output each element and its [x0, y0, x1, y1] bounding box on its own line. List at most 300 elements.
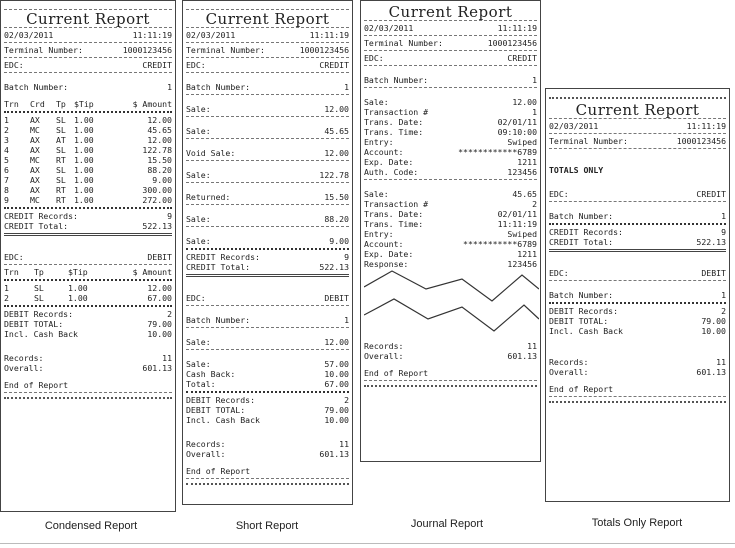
label: Entry:: [364, 137, 394, 147]
table-cell: AX: [30, 115, 40, 125]
label: Sale:: [364, 189, 389, 199]
credit-total-row: [4, 221, 172, 231]
value: 57.00: [324, 359, 349, 369]
value: 15.50: [324, 192, 349, 202]
table-cell: AT: [56, 135, 66, 145]
report-title: Current Report: [575, 101, 700, 119]
label: Trans. Date:: [364, 117, 424, 127]
divider: [364, 179, 537, 180]
table-cell: 1.00: [74, 155, 94, 165]
batch-label: Batch Number:: [186, 82, 251, 92]
value: 601.13: [142, 363, 172, 373]
debit-total-row: [4, 319, 172, 329]
overall-row: [4, 363, 172, 373]
label: Sale:: [186, 104, 211, 114]
batch-row: [549, 211, 726, 221]
table-cell: 8: [4, 185, 9, 195]
divider: [186, 478, 349, 479]
table-row: [4, 125, 172, 135]
divider: [549, 201, 726, 202]
table-cell: AX: [30, 145, 40, 155]
divider: [364, 385, 537, 387]
detail-row: [364, 137, 537, 147]
end-of-report: End of Report: [549, 384, 614, 394]
table-cell: 1.00: [74, 165, 94, 175]
value: 123456: [507, 167, 537, 177]
list-item: [186, 104, 349, 114]
value: 2: [721, 306, 726, 316]
terminal-label: Terminal Number:: [186, 45, 265, 55]
records-row: [364, 341, 537, 351]
value: 11: [162, 353, 172, 363]
value: 123456: [507, 259, 537, 269]
cash-back-row: [4, 329, 172, 339]
label: Trans. Time:: [364, 219, 424, 229]
value: 12.00: [512, 97, 537, 107]
label: Trans. Time:: [364, 127, 424, 137]
edc-value: CREDIT: [696, 189, 726, 199]
edc-row: [364, 53, 537, 63]
divider: [549, 148, 726, 149]
table-row: [4, 155, 172, 165]
value: ************6789: [458, 147, 537, 157]
divider: [549, 249, 726, 252]
divider: [4, 233, 172, 236]
detail-row: [364, 199, 537, 209]
debit-total-row: [549, 316, 726, 326]
table-cell: 1.00: [74, 195, 94, 205]
value: 45.65: [512, 189, 537, 199]
debit-records-row: [186, 395, 349, 405]
divider: [4, 42, 172, 43]
label: Overall:: [364, 351, 404, 361]
divider: [549, 280, 726, 281]
value: 11:11:19: [497, 219, 537, 229]
table-cell: AX: [30, 165, 40, 175]
table-cell: 7: [4, 175, 9, 185]
debit-total-row: [186, 405, 349, 415]
label: Returned:: [186, 192, 231, 202]
detail-row: [364, 189, 537, 199]
value: 02/01/11: [497, 117, 537, 127]
debit-sale-row: [186, 359, 349, 369]
label: DEBIT TOTAL:: [186, 405, 246, 415]
label: Incl. Cash Back: [186, 415, 260, 425]
divider: [186, 204, 349, 205]
divider: [186, 94, 349, 95]
batch-number: 1: [721, 290, 726, 300]
date: 02/03/2011: [549, 121, 599, 131]
table-cell: 4: [4, 145, 9, 155]
label: Entry:: [364, 229, 394, 239]
divider: [549, 401, 726, 403]
credit-records-row: [4, 211, 172, 221]
credit-total-row: [186, 262, 349, 272]
batch-label: Batch Number:: [364, 75, 429, 85]
table-cell: 9.00: [152, 175, 172, 185]
divider: [186, 42, 349, 43]
value: 1211: [517, 249, 537, 259]
divider: [186, 327, 349, 328]
label: Transaction #: [364, 107, 429, 117]
label: Trans. Date:: [364, 209, 424, 219]
table-cell: 15.50: [147, 155, 172, 165]
divider: [4, 57, 172, 58]
label: Exp. Date:: [364, 249, 414, 259]
detail-row: [364, 167, 537, 177]
divider: [549, 396, 726, 397]
date: 02/03/2011: [186, 30, 236, 40]
value: 11: [339, 439, 349, 449]
value: 11: [527, 341, 537, 351]
date-time-row: [364, 23, 537, 33]
value: 12.00: [324, 104, 349, 114]
divider: [364, 87, 537, 88]
batch-row: [549, 290, 726, 300]
label: Sale:: [186, 236, 211, 246]
table-cell: 45.65: [147, 125, 172, 135]
value: 522.13: [696, 237, 726, 247]
table-cell: 1: [4, 283, 9, 293]
col-header: $ Amount: [132, 267, 172, 277]
label: Overall:: [4, 363, 44, 373]
overall-row: [186, 449, 349, 459]
detail-row: [364, 97, 537, 107]
value: 88.20: [324, 214, 349, 224]
time: 11:11:19: [309, 30, 349, 40]
totals-only-label: TOTALS ONLY: [549, 165, 604, 175]
value: 10.00: [147, 329, 172, 339]
divider: [4, 279, 172, 281]
table-cell: 12.00: [147, 135, 172, 145]
edc-value: DEBIT: [324, 293, 349, 303]
table-cell: AX: [30, 135, 40, 145]
label: Sale:: [186, 337, 211, 347]
credit-table-header: [4, 99, 172, 109]
value: 10.00: [701, 326, 726, 336]
detail-row: [364, 127, 537, 137]
table-cell: MC: [30, 155, 40, 165]
value: 79.00: [324, 405, 349, 415]
edc-label: EDC:: [549, 189, 569, 199]
debit-sale-row: [186, 337, 349, 347]
label: DEBIT TOTAL:: [549, 316, 609, 326]
batch-label: Batch Number:: [4, 82, 69, 92]
table-cell: 67.00: [147, 293, 172, 303]
value: 601.13: [507, 351, 537, 361]
date: 02/03/2011: [4, 30, 54, 40]
detail-row: [364, 157, 537, 167]
value: 79.00: [701, 316, 726, 326]
edc-label: EDC:: [186, 293, 206, 303]
divider: [549, 302, 726, 304]
table-cell: 300.00: [142, 185, 172, 195]
condensed-report: [0, 0, 176, 512]
value: 02/01/11: [497, 209, 537, 219]
col-header: $Tip: [68, 267, 88, 277]
value: 67.00: [324, 379, 349, 389]
value: 45.65: [324, 126, 349, 136]
label: Sale:: [186, 214, 211, 224]
table-cell: 6: [4, 165, 9, 175]
table-cell: 2: [4, 293, 9, 303]
value: 601.13: [319, 449, 349, 459]
label: Incl. Cash Back: [549, 326, 623, 336]
divider: [186, 274, 349, 277]
credit-items: [186, 97, 349, 250]
table-cell: SL: [34, 283, 44, 293]
value: ***********6789: [463, 239, 537, 249]
value: Swiped: [507, 229, 537, 239]
table-cell: SL: [34, 293, 44, 303]
label: Total:: [186, 379, 216, 389]
table-cell: 1: [4, 115, 9, 125]
overall-row: [364, 351, 537, 361]
report-title: Current Report: [388, 3, 513, 21]
transaction-1: [364, 97, 537, 177]
end-of-report: End of Report: [364, 368, 429, 378]
table-row: [4, 115, 172, 125]
label: CREDIT Total:: [186, 262, 251, 272]
table-cell: 1.00: [68, 293, 88, 303]
label: Auth. Code:: [364, 167, 419, 177]
table-cell: RT: [56, 155, 66, 165]
detail-row: [364, 219, 537, 229]
label: Incl. Cash Back: [4, 329, 78, 339]
date: 02/03/2011: [364, 23, 414, 33]
col-header: Tp: [56, 99, 66, 109]
value: 09:10:00: [497, 127, 537, 137]
caption-totals-only: Totals Only Report: [591, 517, 683, 529]
table-cell: 1.00: [74, 125, 94, 135]
terminal-row: [186, 45, 349, 55]
report-title: Current Report: [26, 10, 150, 28]
cash-back-row: [549, 326, 726, 336]
edc-row: [4, 60, 172, 70]
label: CREDIT Records:: [549, 227, 623, 237]
divider: [0, 543, 735, 544]
edc-row: [4, 252, 172, 262]
batch-row: [364, 75, 537, 85]
credit-total-row: [549, 237, 726, 247]
list-item: [186, 214, 349, 224]
value: 2: [344, 395, 349, 405]
records-row: [4, 353, 172, 363]
divider: [364, 65, 537, 66]
table-cell: 1.00: [74, 135, 94, 145]
divider: [4, 72, 172, 73]
table-cell: 272.00: [142, 195, 172, 205]
value: 2: [167, 309, 172, 319]
col-header: Crd: [30, 99, 45, 109]
label: Account:: [364, 239, 404, 249]
table-cell: RT: [56, 185, 66, 195]
caption-journal: Journal Report: [410, 518, 484, 530]
table-cell: 3: [4, 135, 9, 145]
divider: [4, 392, 172, 393]
col-header: Tp: [34, 267, 44, 277]
edc-row: [186, 60, 349, 70]
table-cell: MC: [30, 195, 40, 205]
label: CREDIT Total:: [549, 237, 614, 247]
edc-label: EDC:: [4, 252, 24, 262]
divider: [549, 97, 726, 99]
terminal-label: Terminal Number:: [4, 45, 83, 55]
table-cell: SL: [56, 115, 66, 125]
divider: [186, 483, 349, 485]
table-row: [4, 293, 172, 303]
terminal-row: [4, 45, 172, 55]
col-header: $ Amount: [132, 99, 172, 109]
label: Overall:: [549, 367, 589, 377]
credit-table: [4, 115, 172, 205]
terminal-label: Terminal Number:: [549, 136, 628, 146]
batch-row: [4, 82, 172, 92]
edc-label: EDC:: [364, 53, 384, 63]
label: Account:: [364, 147, 404, 157]
table-cell: AX: [30, 175, 40, 185]
value: 1: [532, 107, 537, 117]
label: CREDIT Records:: [186, 252, 260, 262]
divider: [186, 160, 349, 161]
divider: [186, 72, 349, 73]
batch-row: [186, 82, 349, 92]
label: CREDIT Records:: [4, 211, 78, 221]
edc-label: EDC:: [186, 60, 206, 70]
detail-row: [364, 239, 537, 249]
batch-number: 1: [532, 75, 537, 85]
table-row: [4, 283, 172, 293]
journal-report: [360, 0, 541, 462]
time: 11:11:19: [132, 30, 172, 40]
debit-records-row: [4, 309, 172, 319]
edc-row: [186, 293, 349, 303]
batch-number: 1: [344, 82, 349, 92]
table-cell: SL: [56, 165, 66, 175]
caption-short: Short Report: [235, 520, 299, 532]
label: Response:: [364, 259, 409, 269]
label: DEBIT Records:: [4, 309, 74, 319]
totals-only-report: [545, 88, 730, 502]
label: Records:: [186, 439, 226, 449]
detail-row: [364, 259, 537, 269]
terminal-row: [549, 136, 726, 146]
batch-row: [186, 315, 349, 325]
value: Swiped: [507, 137, 537, 147]
list-item: [186, 170, 349, 180]
table-cell: 1.00: [74, 175, 94, 185]
value: 522.13: [142, 221, 172, 231]
label: Exp. Date:: [364, 157, 414, 167]
records-row: [549, 357, 726, 367]
list-item: [186, 148, 349, 158]
table-cell: 2: [4, 125, 9, 135]
divider: [4, 207, 172, 209]
divider: [549, 133, 726, 134]
batch-number: 1: [167, 82, 172, 92]
label: Sale:: [186, 126, 211, 136]
list-item: [186, 192, 349, 202]
col-header: Trn: [4, 267, 19, 277]
col-header: $Tip: [74, 99, 94, 109]
value: 522.13: [319, 262, 349, 272]
divider: [4, 111, 172, 113]
terminal-label: Terminal Number:: [364, 38, 443, 48]
detail-row: [364, 229, 537, 239]
table-cell: 1.00: [74, 185, 94, 195]
table-row: [4, 165, 172, 175]
detail-row: [364, 249, 537, 259]
value: 2: [532, 199, 537, 209]
caption-condensed: Condensed Report: [44, 520, 138, 532]
batch-label: Batch Number:: [549, 290, 614, 300]
terminal-number: 1000123456: [299, 45, 349, 55]
divider: [186, 116, 349, 117]
end-of-report: End of Report: [4, 380, 69, 390]
list-item: [186, 126, 349, 136]
label: Records:: [364, 341, 404, 351]
value: 9: [167, 211, 172, 221]
label: Transaction #: [364, 199, 429, 209]
label: Void Sale:: [186, 148, 236, 158]
time: 11:11:19: [497, 23, 537, 33]
debit-table-header: [4, 267, 172, 277]
table-cell: 1.00: [74, 115, 94, 125]
value: 79.00: [147, 319, 172, 329]
batch-number: 1: [721, 211, 726, 221]
credit-records-row: [549, 227, 726, 237]
divider: [186, 138, 349, 139]
overall-row: [549, 367, 726, 377]
records-row: [186, 439, 349, 449]
table-row: [4, 185, 172, 195]
table-cell: 1.00: [74, 145, 94, 155]
label: Cash Back:: [186, 369, 236, 379]
divider: [364, 50, 537, 51]
edc-label: EDC:: [4, 60, 24, 70]
divider: [186, 391, 349, 393]
torn-paper-break: [364, 269, 539, 341]
value: 9.00: [329, 236, 349, 246]
label: Sale:: [364, 97, 389, 107]
batch-number: 1: [344, 315, 349, 325]
batch-label: Batch Number:: [549, 211, 614, 221]
divider: [186, 182, 349, 183]
value: 1211: [517, 157, 537, 167]
table-row: [4, 145, 172, 155]
label: Overall:: [186, 449, 226, 459]
divider: [186, 305, 349, 306]
debit-table: [4, 283, 172, 303]
edc-value: CREDIT: [142, 60, 172, 70]
table-cell: SL: [56, 145, 66, 155]
divider: [186, 248, 349, 250]
table-cell: AX: [30, 185, 40, 195]
label: DEBIT TOTAL:: [4, 319, 64, 329]
value: 11: [716, 357, 726, 367]
table-cell: 88.20: [147, 165, 172, 175]
edc-value: DEBIT: [701, 268, 726, 278]
table-row: [4, 195, 172, 205]
divider: [4, 305, 172, 307]
edc-row: [549, 268, 726, 278]
table-cell: 122.78: [142, 145, 172, 155]
edc-value: CREDIT: [319, 60, 349, 70]
cash-back-row: [186, 369, 349, 379]
report-title: Current Report: [205, 10, 330, 28]
detail-row: [364, 147, 537, 157]
edc-label: EDC:: [549, 268, 569, 278]
